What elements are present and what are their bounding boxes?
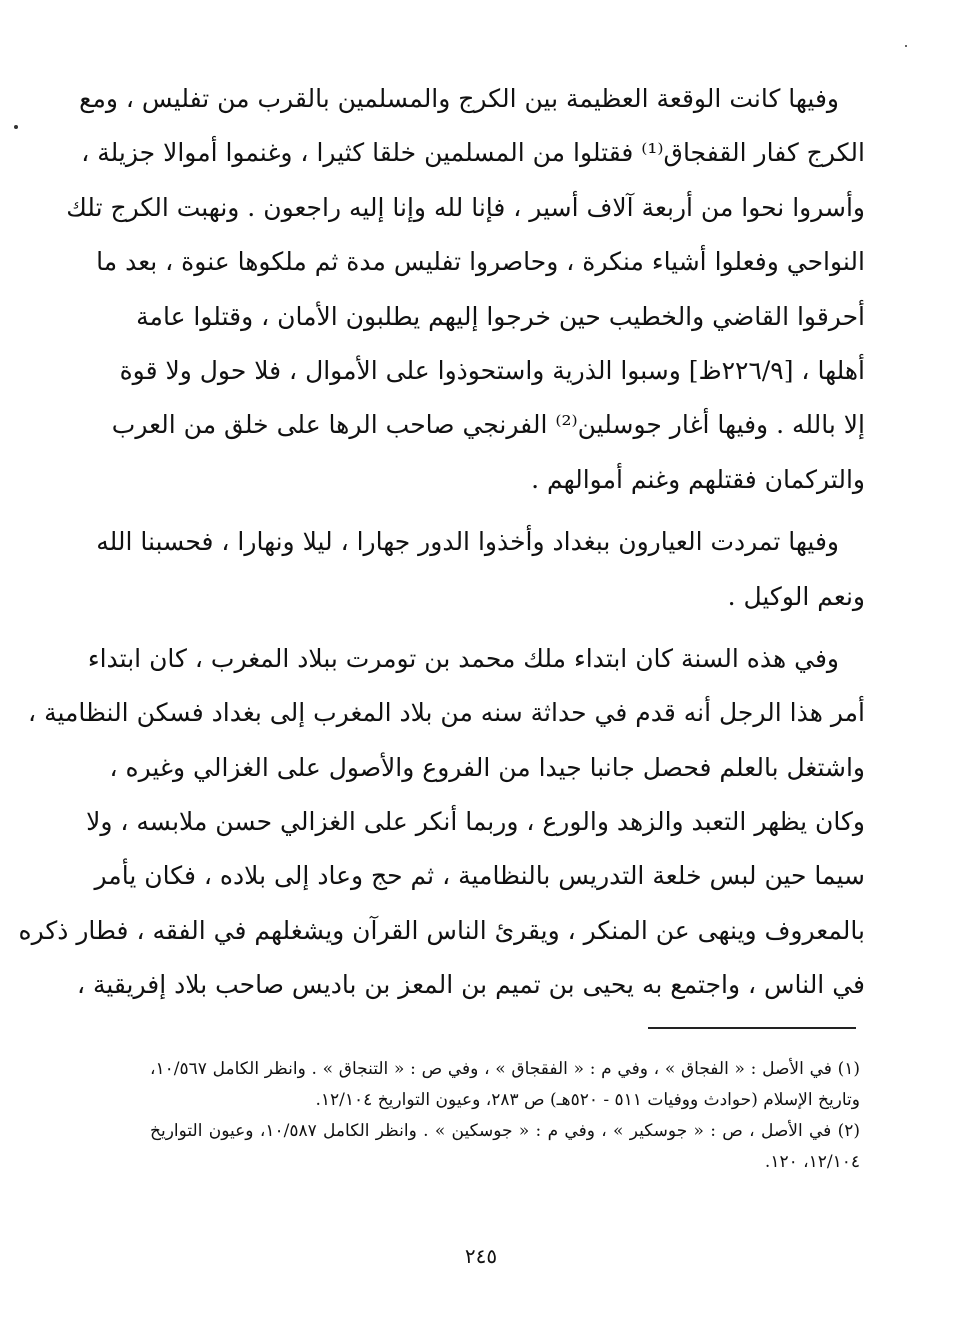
main-text bbox=[18, 72, 865, 1013]
text-line: أمر هذا الرجل أنه قدم في حداثة سنه من بلاد المغرب إلى بغداد فسكن النظامية ، bbox=[28, 698, 865, 728]
page-number: ٢٤٥ bbox=[464, 1244, 498, 1268]
text-line: بالمعروف وينهى عن المنكر ، ويقرئ الناس القرآن ويشغلهم في الفقه ، فطار ذكره bbox=[18, 915, 865, 945]
text-line: ونعم الوكيل . bbox=[727, 581, 865, 611]
footnote-line: وتاريخ الإسلام (حوادث ووفيات ٥١١ - ٥٢٠هـ) ص ٢٨٣، وعيون التواريخ ١٢/١٠٤. bbox=[315, 1090, 860, 1110]
text-line: وكان يظهر التعبد والزهد والورع ، وربما أنكر على الغزالي حسن ملابسه ، ولا bbox=[86, 807, 865, 837]
text-line: أهلها ، [٢٢٦/٩ظ] وسبوا الذرية واستحوذوا على الأموال ، فلا حول ولا قوة bbox=[119, 355, 865, 385]
footnote-line: (١) في الأصل : « الفجاق » ، وفي م : « الفقجاق » ، وفي ص : « التنجاق » . وانظر الكامل ١٠/٥٦٧، bbox=[150, 1059, 860, 1079]
text-line: واشتغل بالعلم فحصل جانبا جيدا من الفروع والأصول على الغزالي وغيره ، bbox=[109, 752, 865, 782]
scan-speck bbox=[905, 45, 907, 47]
text-line: والتركمان فقتلهم وغنم أموالهم . bbox=[531, 464, 865, 494]
text-line: الكرج كفار القفجاق⁽¹⁾ فقتلوا من المسلمين خلقا كثيرا ، وغنموا أموالا جزيلة ، bbox=[81, 138, 865, 168]
paragraph-gap bbox=[150, 507, 865, 515]
text-line: أحرقوا القاضي والخطيب حين خرجوا إليهم يطلبون الأمان ، وقتلوا عامة bbox=[136, 301, 865, 331]
footnote-separator bbox=[648, 1027, 856, 1029]
text-line: وفي هذه السنة كان ابتداء ملك محمد بن تومرت ببلاد المغرب ، كان ابتداء bbox=[87, 643, 839, 673]
footnotes bbox=[150, 1054, 860, 1178]
text-line: في الناس ، واجتمع به يحيى بن تميم بن المعز بن باديس صاحب بلاد إفريقية ، bbox=[76, 970, 865, 1000]
paragraph-gap bbox=[150, 624, 865, 632]
text-line: وأسروا نحوا من أربعة آلاف أسير ، فإنا لله وإنا إليه راجعون . ونهبت الكرج تلك bbox=[66, 192, 865, 222]
footnote-line: ١٢/١٠٤، ١٢٠. bbox=[764, 1152, 860, 1172]
scan-speck bbox=[14, 125, 18, 129]
text-line: سيما حين لبس خلعة التدريس بالنظامية ، ثم حج وعاد إلى بلاده ، فكان يأمر bbox=[94, 861, 865, 891]
text-line: النواحي وفعلوا أشياء منكرة ، وحاصروا تفليس مدة ثم ملكوها عنوة ، بعد ما bbox=[96, 247, 865, 277]
text-line: وفيها كانت الوقعة العظيمة بين الكرج والمسلمين بالقرب من تفليس ، ومع bbox=[79, 84, 839, 113]
text-line: وفيها تمردت العيارون ببغداد وأخذوا الدور جهارا ، ليلا ونهارا ، فحسبنا الله bbox=[96, 527, 839, 557]
text-line: إلا بالله . وفيها أغار جوسلين⁽²⁾ الفرنجي صاحب الرها على خلق من العرب bbox=[111, 410, 865, 440]
footnote-line: (٢) في الأصل ، ص : « جوسكير » ، وفي م : « جوسكين » . وانظر الكامل ١٠/٥٨٧، وعيون التواريخ bbox=[150, 1121, 861, 1141]
